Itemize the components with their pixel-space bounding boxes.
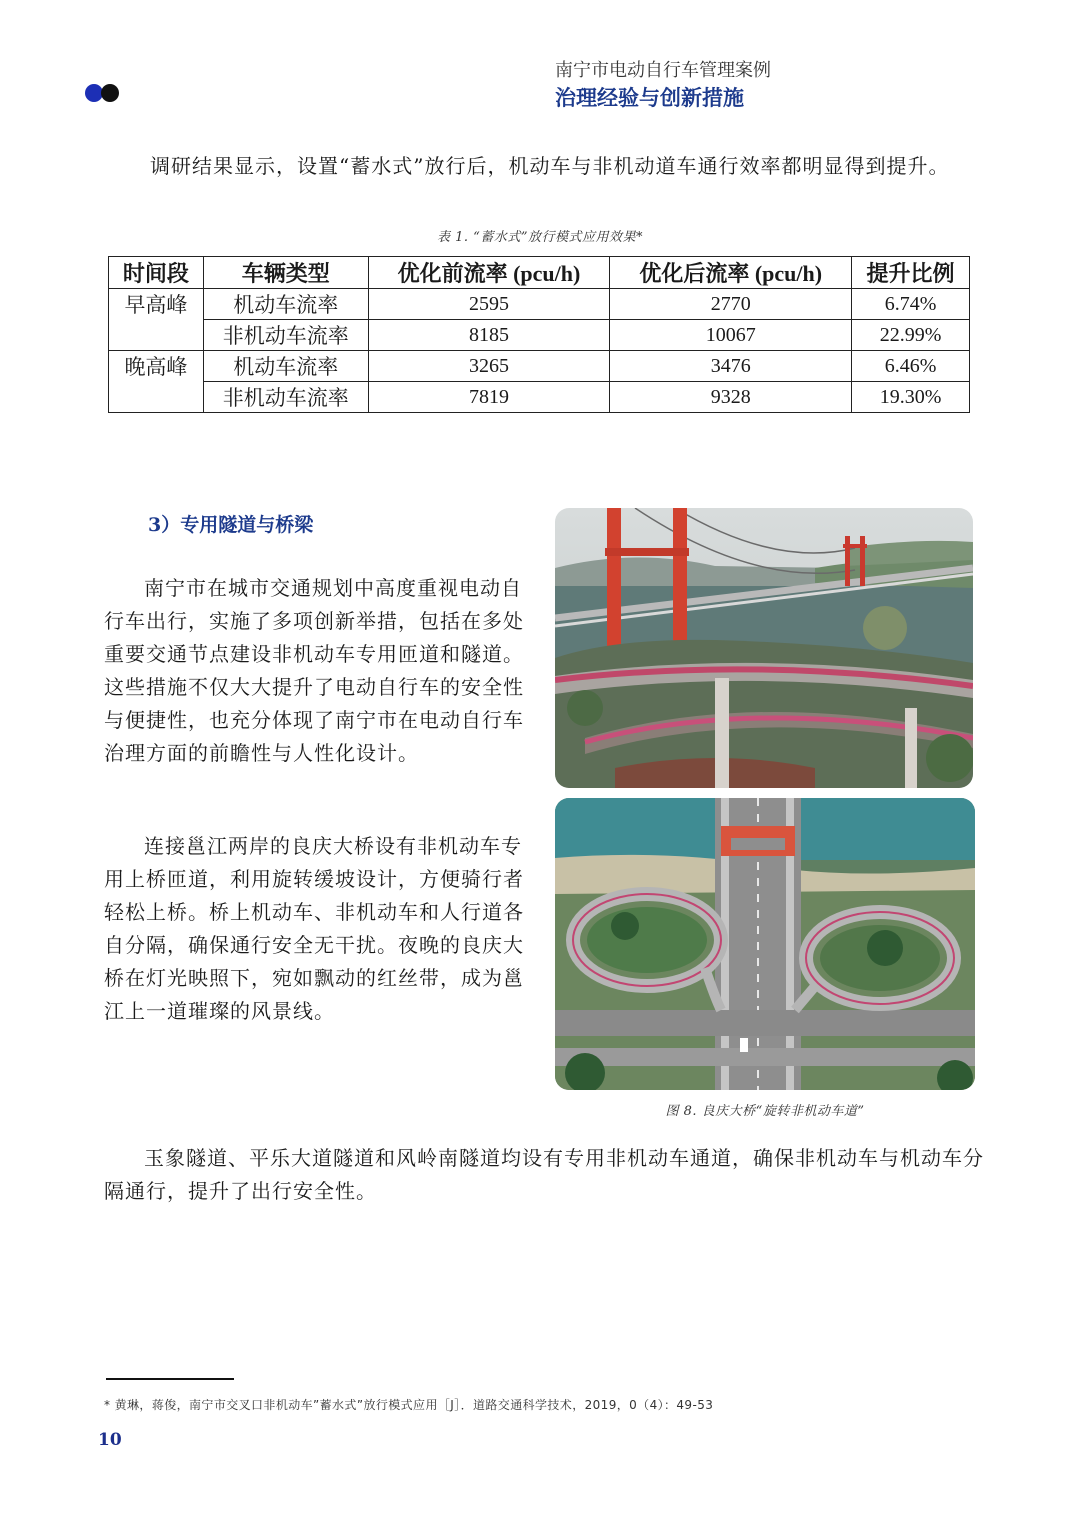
- before-cell: 3265: [368, 351, 610, 382]
- section-header-title: 治理经验与创新措施: [555, 85, 744, 110]
- increase-cell: 6.74%: [852, 289, 970, 320]
- vehicle-type-cell: 机动车流率: [203, 351, 368, 382]
- table-header-cell: 优化后流率 (pcu/h): [610, 257, 852, 289]
- series-title: 南宁市电动自行车管理案例: [555, 60, 771, 81]
- increase-cell: 6.46%: [852, 351, 970, 382]
- increase-cell: 19.30%: [852, 382, 970, 413]
- after-cell: 10067: [610, 320, 852, 351]
- footnote: * 黄琳，蒋俊，南宁市交叉口非机动车”蓄水式”放行模式应用［J］．道路交通科学技术，2019，0（4）：49-53: [104, 1398, 714, 1412]
- section-heading: 3）专用隧道与桥梁: [148, 514, 314, 536]
- bridge-ramp-photo: [555, 508, 973, 788]
- vehicle-type-cell: 非机动车流率: [203, 320, 368, 351]
- footnote-divider: [106, 1378, 234, 1380]
- table-row: [109, 289, 970, 320]
- before-cell: 2595: [368, 289, 610, 320]
- vehicle-type-cell: 非机动车流率: [203, 382, 368, 413]
- table-row: [109, 320, 970, 351]
- period-cell: 晚高峰: [109, 351, 204, 413]
- increase-cell: 22.99%: [852, 320, 970, 351]
- table-caption: 表 1. “蓄水式”放行模式应用效果*: [437, 230, 643, 245]
- intro-paragraph: 调研结果显示，设置“蓄水式”放行后，机动车与非机动道车通行效率都明显得到提升。: [150, 154, 950, 178]
- after-cell: 2770: [610, 289, 852, 320]
- header-dot-black: [101, 84, 119, 102]
- after-cell: 3476: [610, 351, 852, 382]
- closing-paragraph: 玉象隧道、平乐大道隧道和风岭南隧道均设有专用非机动车通道，确保非机动车与机动车分隔通行，提升了出行安全性。: [104, 1146, 984, 1203]
- table-header-cell: 车辆类型: [203, 257, 368, 289]
- before-cell: 8185: [368, 320, 610, 351]
- aerial-ramp-photo: [555, 798, 975, 1090]
- section-paragraph-1: 南宁市在城市交通规划中高度重视电动自行车出行，实施了多项创新举措，包括在多处重要交通节点建设非机动车专用匝道和隧道。这些措施不仅大大提升了电动自行车的安全性与便捷性，也充分体现了南宁市在电动自行车治理方面的前瞻性与人性化设计。: [104, 576, 524, 765]
- after-cell: 9328: [610, 382, 852, 413]
- section-paragraph-2: 连接邕江两岸的良庆大桥设有非机动车专用上桥匝道，利用旋转缓坡设计，方便骑行者轻松上桥。桥上机动车、非机动车和人行道各自分隔，确保通行安全无干扰。夜晚的良庆大桥在灯光映照下，宛如飘动的红丝带，成为邕江上一道璀璨的风景线。: [104, 834, 524, 1023]
- period-cell: 早高峰: [109, 289, 204, 351]
- before-cell: 7819: [368, 382, 610, 413]
- table-row: [109, 351, 970, 382]
- table-header-cell: 优化前流率 (pcu/h): [368, 257, 610, 289]
- flow-rate-table: [108, 256, 970, 413]
- table-header-cell: 时间段: [109, 257, 204, 289]
- vehicle-type-cell: 机动车流率: [203, 289, 368, 320]
- table-row: [109, 382, 970, 413]
- figure-caption: 图 8. 良庆大桥“旋转非机动车道”: [665, 1104, 865, 1119]
- table-header-row: [109, 257, 970, 289]
- table-header-cell: 提升比例: [852, 257, 970, 289]
- page-number: 10: [98, 1430, 122, 1450]
